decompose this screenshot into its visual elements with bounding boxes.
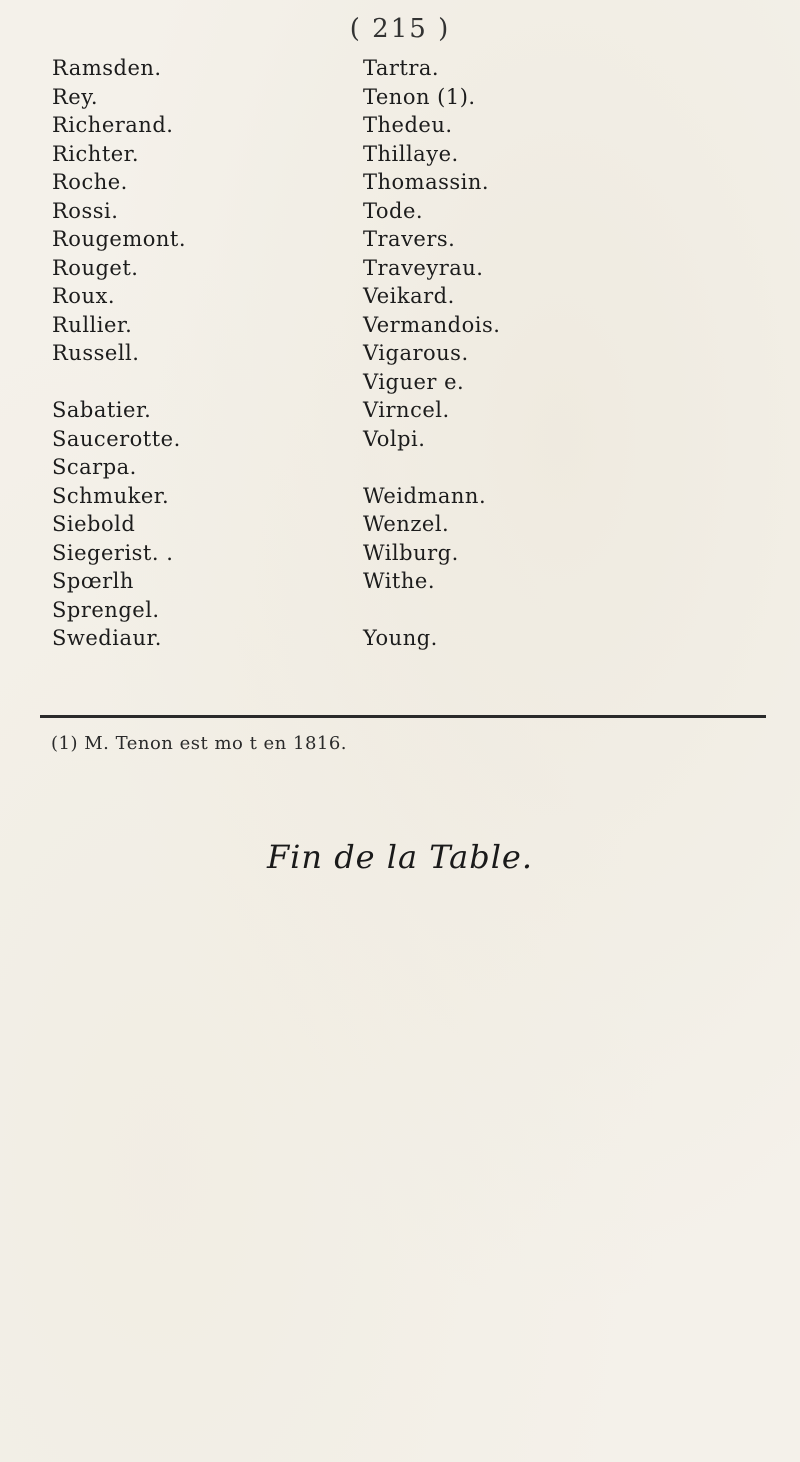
left-entry: Rossi. xyxy=(52,198,119,223)
left-entry: Richter. xyxy=(52,141,140,166)
right-entry: Veikard. xyxy=(363,284,455,308)
page-number: ( 215 ) xyxy=(349,14,451,44)
right-entry: Viguer e. xyxy=(363,369,465,394)
left-entry: Swediaur. xyxy=(52,626,162,650)
right-entry: Travers. xyxy=(363,227,456,251)
right-entry: Young. xyxy=(363,626,438,650)
left-entry-blank xyxy=(52,368,372,397)
left-entry: Siegerist. . xyxy=(52,540,174,565)
right-entry: Thomassin. xyxy=(363,170,490,194)
left-entry: Russell. xyxy=(52,341,140,365)
left-entry: Sprengel. xyxy=(52,597,160,622)
right-entry: Traveyrau. xyxy=(363,255,484,280)
right-entry-blank xyxy=(363,596,783,625)
right-entry: Weidmann. xyxy=(363,483,487,508)
right-entry: Tode. xyxy=(363,198,424,223)
right-entry: Tenon (1). xyxy=(363,84,476,109)
left-name-column xyxy=(52,54,372,653)
right-entry-blank xyxy=(363,453,783,482)
left-entry: Scarpa. xyxy=(52,455,137,479)
right-name-column xyxy=(363,54,783,653)
right-entry: Vigarous. xyxy=(363,341,469,365)
right-entry: Wilburg. xyxy=(363,540,459,565)
left-entry: Roux. xyxy=(52,284,115,308)
right-entry: Wenzel. xyxy=(363,512,450,536)
right-entry: Vermandois. xyxy=(363,312,501,337)
footnote-divider xyxy=(40,715,766,718)
closing-line: Fin de la Table. xyxy=(266,838,534,876)
left-entry: Schmuker. xyxy=(52,483,170,508)
right-entry: Volpi. xyxy=(363,426,426,451)
left-entry: Sabatier. xyxy=(52,398,152,422)
left-entry: Roche. xyxy=(52,170,128,194)
right-entry: Thedeu. xyxy=(363,113,453,137)
left-entry: Ramsden. xyxy=(52,56,162,80)
right-entry: Tartra. xyxy=(363,56,440,80)
right-entry: Thillaye. xyxy=(363,141,459,166)
right-entry: Withe. xyxy=(363,569,435,593)
left-entry: Rouget. xyxy=(52,255,139,280)
left-entry: Spœrlh xyxy=(52,569,134,593)
left-entry: Richerand. xyxy=(52,113,174,137)
left-entry: Rey. xyxy=(52,84,98,109)
left-entry: Rougemont. xyxy=(52,227,187,251)
left-entry: Saucerotte. xyxy=(52,426,181,451)
left-entry: Rullier. xyxy=(52,312,133,337)
left-entry: Siebold xyxy=(52,512,136,536)
right-entry: Virncel. xyxy=(363,398,450,422)
footnote: (1) M. Tenon est mo t en 1816. xyxy=(51,733,348,754)
